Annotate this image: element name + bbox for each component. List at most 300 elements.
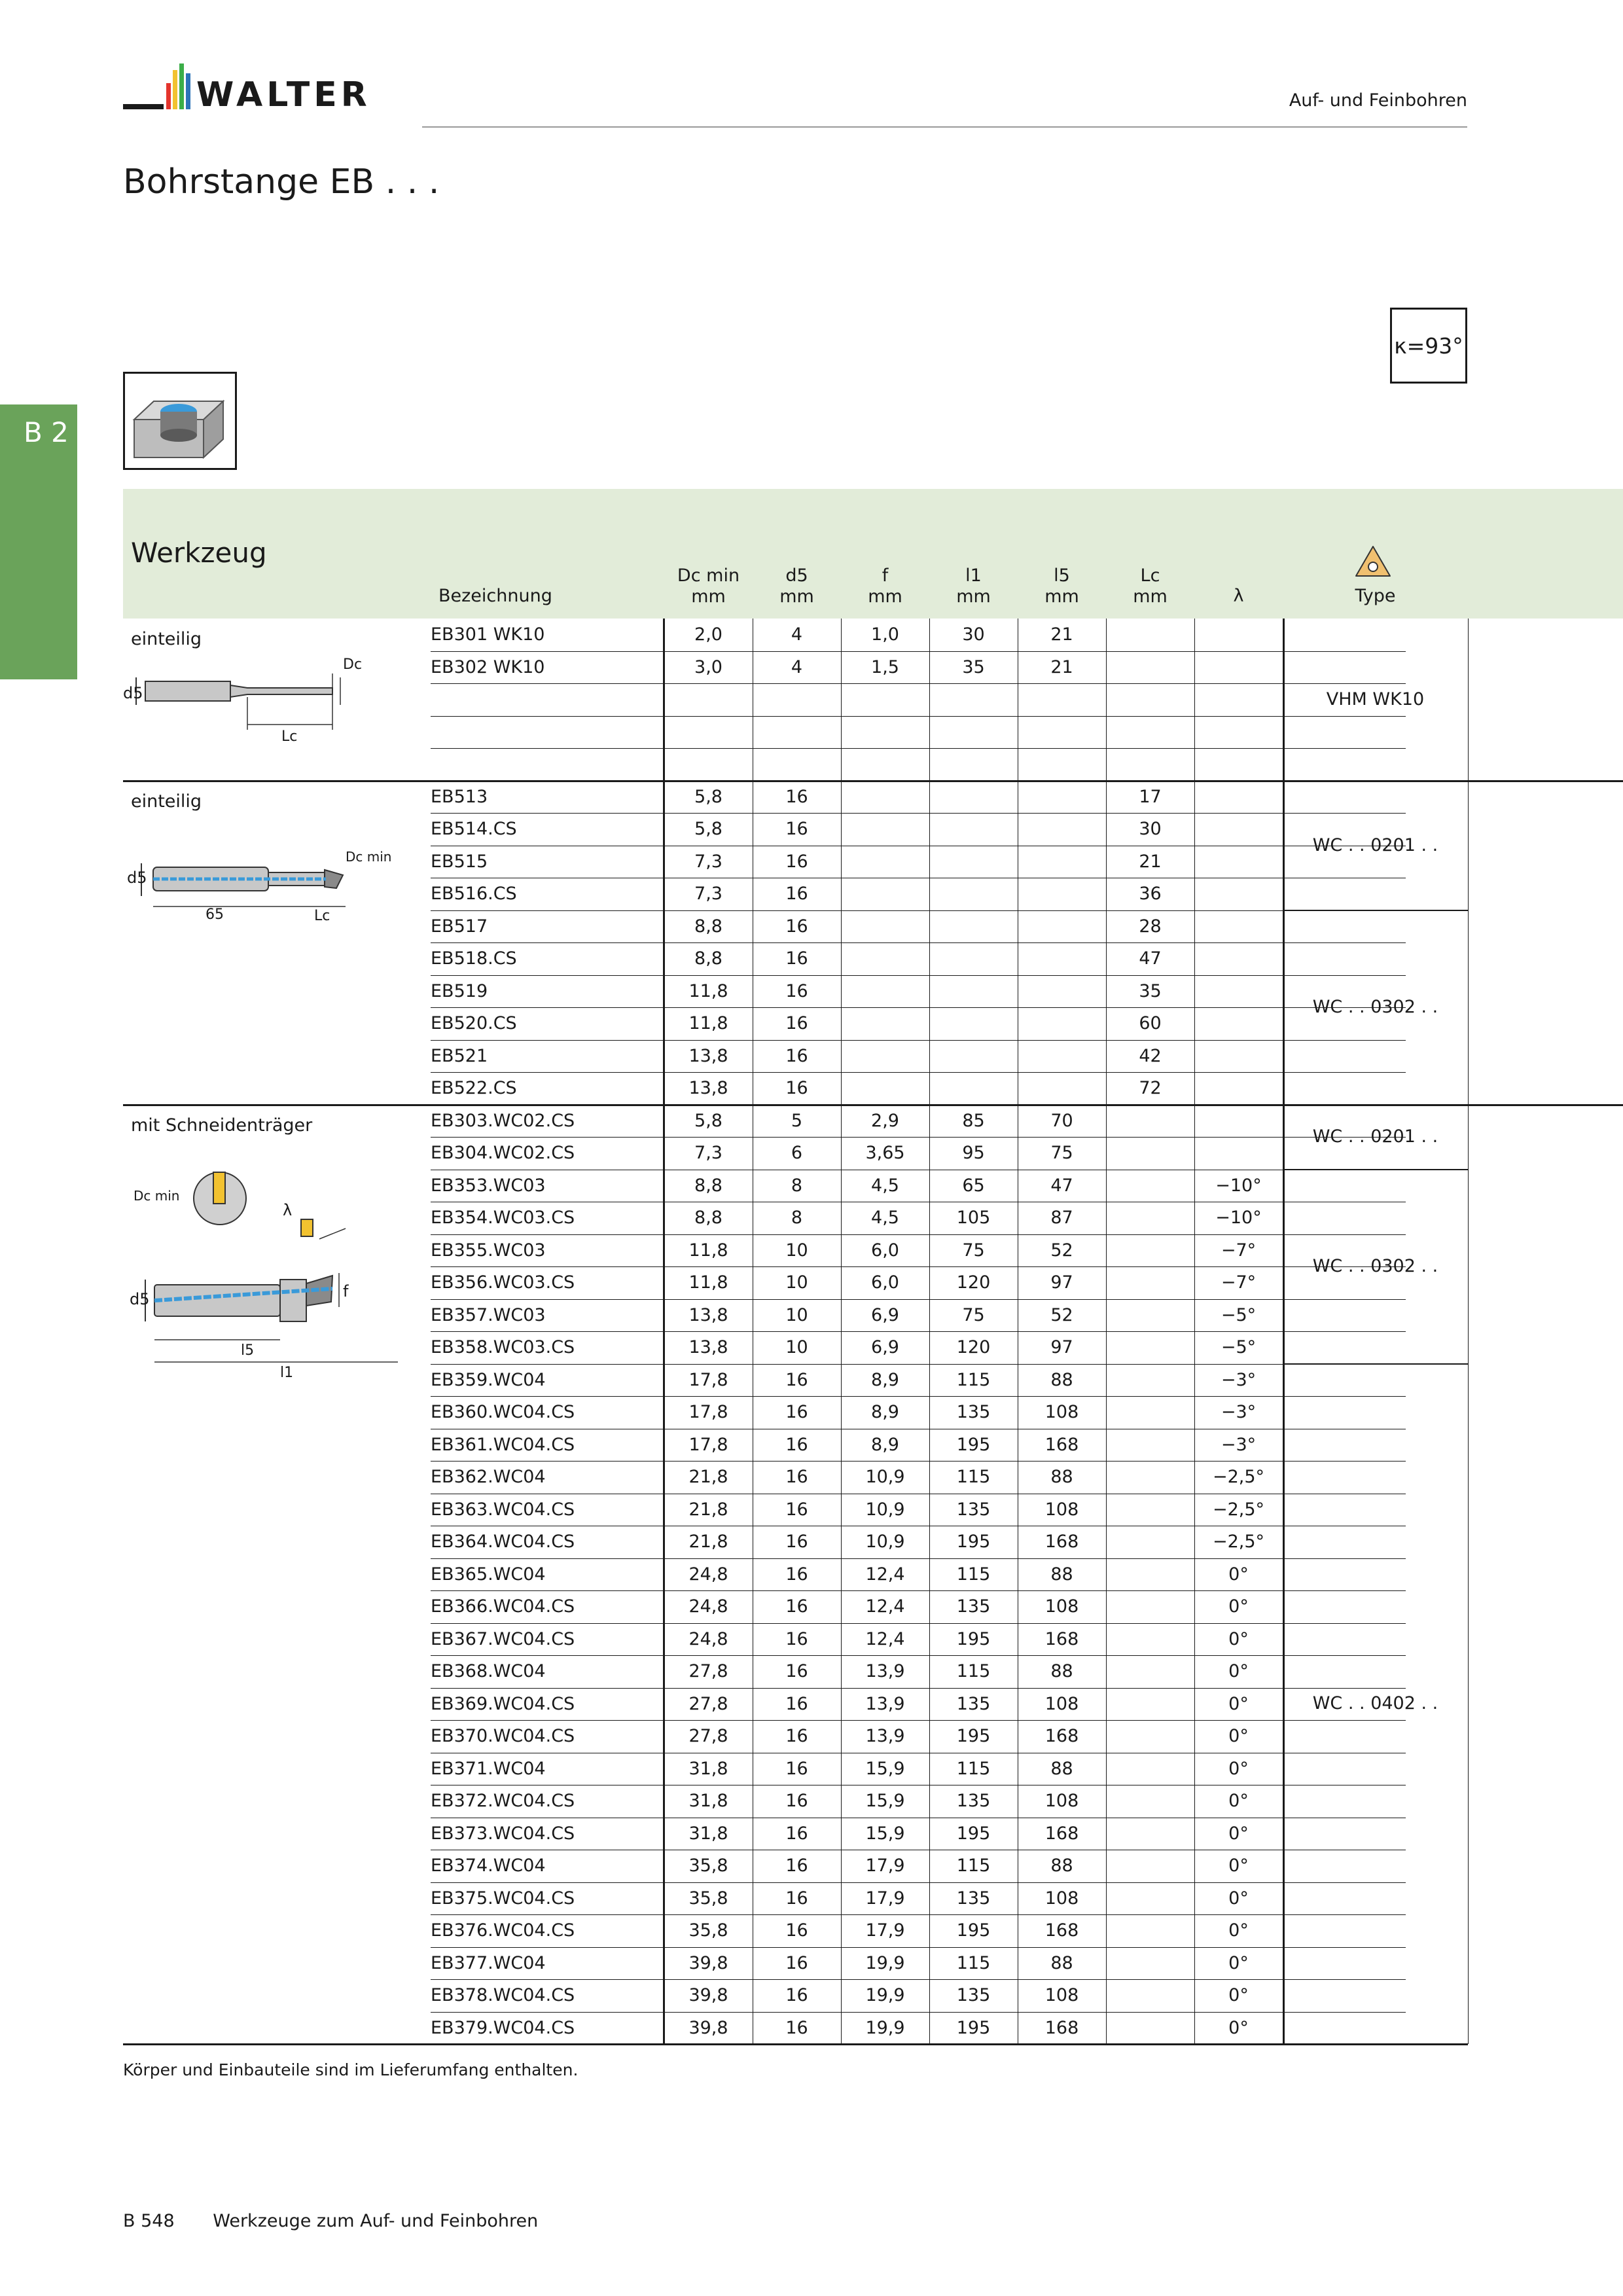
cell-bezeichnung: EB369.WC04.CS	[431, 1693, 575, 1714]
row-divider	[431, 1364, 1406, 1365]
cell-l5: 108	[1044, 1596, 1079, 1617]
cell-lc	[1106, 1137, 1194, 1170]
cell-bezeichnung: EB304.WC02.CS	[431, 1143, 575, 1163]
cell-l5	[1018, 975, 1106, 1008]
cell-l1	[929, 1007, 1018, 1040]
cell-d5: 16	[785, 1693, 808, 1714]
cell-lc	[1106, 1364, 1194, 1397]
cell-l1: 115	[956, 1856, 991, 1876]
cell-f	[841, 716, 929, 749]
cell-lc	[1106, 1753, 1194, 1785]
row-divider	[431, 2012, 1406, 2013]
cell-d5: 16	[785, 1532, 808, 1552]
row-divider	[431, 651, 1406, 652]
cell-f: 12,4	[865, 1564, 905, 1585]
cell-f: 12,4	[865, 1596, 905, 1617]
cell-d5: 16	[785, 1952, 808, 1973]
cell-lc	[1106, 1818, 1194, 1850]
cell-lc	[1106, 1914, 1194, 1947]
cell-bezeichnung: EB361.WC04.CS	[431, 1434, 575, 1455]
cell-d5: 16	[785, 1661, 808, 1681]
cell-lc	[1106, 1429, 1194, 1462]
cell-l5	[1018, 716, 1106, 749]
cell-l1: 195	[956, 1532, 991, 1552]
cell-lam: 0°	[1228, 2017, 1249, 2038]
cell-f: 13,9	[865, 1661, 905, 1681]
cell-f	[841, 683, 929, 716]
cell-f	[841, 910, 929, 943]
col-unit: mm	[868, 586, 902, 607]
cell-f	[841, 1072, 929, 1105]
cell-bezeichnung: EB518.CS	[431, 948, 517, 969]
cell-dc: 11,8	[688, 1240, 728, 1261]
cell-lam: 0°	[1228, 1952, 1249, 1973]
type-group-divider	[1283, 1363, 1468, 1365]
cell-dc: 17,8	[688, 1369, 728, 1390]
table-row	[123, 1494, 1623, 1526]
cell-dc: 11,8	[688, 1013, 728, 1033]
cell-d5: 16	[785, 1791, 808, 1811]
table-row	[123, 1040, 1623, 1073]
column-divider-bold	[663, 619, 665, 2044]
cell-l1: 115	[956, 1467, 991, 1487]
col-l1	[929, 565, 1018, 607]
cell-f: 19,9	[865, 1985, 905, 2005]
cell-bezeichnung: EB519	[431, 980, 488, 1001]
cell-lc	[1106, 1202, 1194, 1234]
cell-l5	[1018, 878, 1106, 910]
row-divider	[431, 813, 1406, 814]
cell-f	[841, 748, 929, 781]
page-number: B 548	[123, 2211, 175, 2231]
cell-d5: 16	[785, 1823, 808, 1844]
row-divider	[431, 1947, 1406, 1948]
cell-l1	[929, 781, 1018, 814]
cell-l5: 168	[1044, 1434, 1079, 1455]
cell-f: 6,0	[871, 1272, 899, 1293]
cell-l1: 65	[962, 1175, 985, 1196]
cell-f: 15,9	[865, 1791, 905, 1811]
cell-lam	[1194, 683, 1283, 716]
cell-f: 19,9	[865, 1952, 905, 1973]
cell-bezeichnung: EB363.WC04.CS	[431, 1499, 575, 1520]
cell-l1: 195	[956, 1434, 991, 1455]
cell-lc	[1106, 1234, 1194, 1267]
cell-dc: 21,8	[688, 1499, 728, 1520]
cell-d5: 6	[791, 1143, 803, 1163]
cell-f: 12,4	[865, 1628, 905, 1649]
col-d5	[753, 565, 841, 607]
cell-f: 13,9	[865, 1726, 905, 1746]
cell-l1: 75	[962, 1240, 985, 1261]
cell-lam: −10°	[1215, 1175, 1262, 1196]
section-diagram-3	[123, 1162, 404, 1384]
cell-bezeichnung: EB379.WC04.CS	[431, 2017, 575, 2038]
diag-lc-label: Lc	[314, 908, 330, 924]
cell-dc: 17,8	[688, 1434, 728, 1455]
table-row	[123, 2012, 1623, 2045]
cell-l1: 115	[956, 1758, 991, 1779]
cell-d5: 4	[791, 656, 803, 677]
cell-d5: 16	[785, 1564, 808, 1585]
cell-f: 2,9	[871, 1110, 899, 1131]
cell-lc	[1106, 1785, 1194, 1818]
table-row	[123, 1655, 1623, 1688]
cell-l5	[1018, 813, 1106, 846]
row-divider	[431, 1396, 1406, 1397]
cell-l5: 108	[1044, 1499, 1079, 1520]
cell-l1: 195	[956, 2017, 991, 2038]
cell-lc	[1106, 1558, 1194, 1591]
cell-l5: 88	[1050, 1369, 1073, 1390]
cell-bezeichnung: EB362.WC04	[431, 1467, 546, 1487]
cell-f	[841, 1040, 929, 1073]
col-unit: mm	[1044, 586, 1079, 607]
cell-lc	[1106, 1461, 1194, 1494]
cell-l5	[1018, 1007, 1106, 1040]
cell-d5: 10	[785, 1337, 808, 1357]
cell-lam	[1194, 942, 1283, 975]
cell-lam: −3°	[1221, 1434, 1257, 1455]
cell-bezeichnung: EB371.WC04	[431, 1758, 546, 1779]
row-divider	[431, 1266, 1406, 1267]
cell-dc: 17,8	[688, 1402, 728, 1422]
col-lc-label: Lc	[1140, 565, 1160, 586]
cell-f: 10,9	[865, 1467, 905, 1487]
diag-l1-label: l1	[280, 1365, 294, 1381]
cell-l1: 95	[962, 1143, 985, 1163]
cell-l1: 195	[956, 1823, 991, 1844]
table-row	[123, 1429, 1623, 1462]
cell-f: 17,9	[865, 1888, 905, 1909]
cell-d5: 16	[785, 1758, 808, 1779]
cell-d5: 16	[785, 1726, 808, 1746]
cell-l5: 88	[1050, 1758, 1073, 1779]
cell-d5: 16	[785, 1402, 808, 1422]
cell-bezeichnung: EB372.WC04.CS	[431, 1791, 575, 1811]
cell-bezeichnung: EB366.WC04.CS	[431, 1596, 575, 1617]
cell-d5: 16	[785, 1013, 808, 1033]
cell-f: 3,65	[865, 1143, 905, 1163]
cell-l5: 88	[1050, 1856, 1073, 1876]
insert-icon	[1353, 545, 1393, 584]
cell-d5: 16	[785, 1920, 808, 1941]
cell-dc: 11,8	[688, 1272, 728, 1293]
cell-l5: 75	[1050, 1143, 1073, 1163]
cell-bezeichnung: EB368.WC04	[431, 1661, 546, 1681]
cell-d5: 16	[785, 1078, 808, 1098]
diag-f-label: f	[343, 1282, 349, 1300]
cell-lc: 72	[1139, 1078, 1162, 1098]
cell-d5: 10	[785, 1272, 808, 1293]
cell-d5: 10	[785, 1304, 808, 1325]
diag-65-label: 65	[205, 906, 224, 923]
cell-dc: 5,8	[694, 786, 722, 807]
cell-d5: 16	[785, 1628, 808, 1649]
column-divider	[929, 619, 930, 2044]
cell-l5: 97	[1050, 1272, 1073, 1293]
cell-type: WC . . 0402 . .	[1312, 1693, 1438, 1714]
cell-lc	[1106, 1170, 1194, 1202]
cell-f	[841, 813, 929, 846]
cell-lam: 0°	[1228, 1791, 1249, 1811]
bore-block-icon	[125, 374, 235, 468]
cell-lam: 0°	[1228, 1920, 1249, 1941]
table-row	[123, 1947, 1623, 1980]
cell-dc: 27,8	[688, 1661, 728, 1681]
cell-dc: 39,8	[688, 2017, 728, 2038]
cell-lc	[1106, 1105, 1194, 1138]
cell-lam	[1194, 1040, 1283, 1073]
cell-lc: 47	[1139, 948, 1162, 969]
cell-l1: 75	[962, 1304, 985, 1325]
section-diagram-2	[123, 841, 398, 926]
cell-f	[841, 781, 929, 814]
col-unit: mm	[779, 586, 814, 607]
cell-l5: 168	[1044, 2017, 1079, 2038]
cell-lc	[1106, 619, 1194, 651]
cell-type: WC . . 0201 . .	[1312, 1126, 1438, 1147]
cell-lc	[1106, 683, 1194, 716]
cell-lc	[1106, 716, 1194, 749]
cell-lam: 0°	[1228, 1888, 1249, 1909]
approach-angle-box: κ=93°	[1390, 308, 1467, 384]
diag-d5-label: d5	[127, 869, 147, 887]
cell-lam	[1194, 878, 1283, 910]
cell-lam	[1194, 813, 1283, 846]
cell-f	[841, 975, 929, 1008]
cell-lc	[1106, 1655, 1194, 1688]
footer-title: Werkzeuge zum Auf- und Feinbohren	[213, 2211, 539, 2231]
cell-dc: 31,8	[688, 1758, 728, 1779]
cell-lam: 0°	[1228, 1693, 1249, 1714]
col-unit: mm	[956, 586, 991, 607]
page-footer	[123, 2211, 538, 2231]
col-dc-min-label: Dc min	[677, 565, 740, 586]
cell-bezeichnung: EB301 WK10	[431, 624, 545, 645]
cell-l5: 87	[1050, 1208, 1073, 1228]
cell-lc	[1106, 1396, 1194, 1429]
cell-l5: 88	[1050, 1952, 1073, 1973]
diag-lambda-label: λ	[283, 1201, 293, 1219]
cell-f: 8,9	[871, 1434, 899, 1455]
cell-lc	[1106, 1526, 1194, 1558]
diag-dc-label: Dc	[343, 656, 363, 673]
cell-dc: 2,0	[694, 624, 722, 645]
cell-f: 15,9	[865, 1823, 905, 1844]
cell-d5: 16	[785, 884, 808, 904]
cell-bezeichnung: EB522.CS	[431, 1078, 517, 1098]
cell-lc	[1106, 2012, 1194, 2045]
cell-lam	[1194, 748, 1283, 781]
cell-lam	[1194, 619, 1283, 651]
cell-d5: 16	[785, 1985, 808, 2005]
column-divider-bold	[1283, 619, 1285, 2044]
cell-l1: 115	[956, 1564, 991, 1585]
cell-l1: 120	[956, 1337, 991, 1357]
col-f	[841, 565, 929, 607]
cell-lam: 0°	[1228, 1726, 1249, 1746]
cell-l5: 168	[1044, 1628, 1079, 1649]
row-divider	[431, 1007, 1406, 1008]
cell-dc: 8,8	[694, 948, 722, 969]
table-row	[123, 1753, 1623, 1785]
cell-d5	[753, 748, 841, 781]
cell-l1	[929, 683, 1018, 716]
cell-l1: 85	[962, 1110, 985, 1131]
cell-l1: 115	[956, 1661, 991, 1681]
cell-l5: 168	[1044, 1823, 1079, 1844]
row-divider	[431, 1137, 1406, 1138]
row-divider	[431, 716, 1406, 717]
cell-f	[841, 846, 929, 878]
cell-dc: 24,8	[688, 1628, 728, 1649]
cell-l1: 105	[956, 1208, 991, 1228]
cell-lc	[1106, 1623, 1194, 1656]
column-divider	[1194, 619, 1195, 2044]
cell-d5	[753, 683, 841, 716]
cell-d5: 16	[785, 1045, 808, 1066]
cell-dc: 13,8	[688, 1304, 728, 1325]
cell-lam	[1194, 910, 1283, 943]
diag-dc-min-label: Dc min	[134, 1188, 180, 1204]
cell-bezeichnung: EB374.WC04	[431, 1856, 546, 1876]
cell-bezeichnung: EB376.WC04.CS	[431, 1920, 575, 1941]
cell-l1	[929, 716, 1018, 749]
table-row	[123, 1818, 1623, 1850]
col-f-label: f	[882, 565, 889, 586]
type-group-divider	[1283, 1104, 1468, 1105]
cell-lc	[1106, 748, 1194, 781]
cell-l1: 135	[956, 1402, 991, 1422]
col-unit: mm	[1133, 586, 1168, 607]
cell-bezeichnung: EB354.WC03.CS	[431, 1208, 575, 1228]
cell-lc: 36	[1139, 884, 1162, 904]
cell-f: 17,9	[865, 1856, 905, 1876]
row-divider	[431, 1979, 1406, 1980]
cell-lam: −7°	[1221, 1272, 1257, 1293]
col-l1-label: l1	[965, 565, 982, 586]
cell-dc: 7,3	[694, 851, 722, 872]
cell-bezeichnung: EB370.WC04.CS	[431, 1726, 575, 1746]
chapter-tab-label: B 2	[24, 416, 69, 448]
cell-lam: 0°	[1228, 1758, 1249, 1779]
cell-lc: 42	[1139, 1045, 1162, 1066]
row-divider	[431, 1590, 1406, 1591]
cell-l5: 88	[1050, 1467, 1073, 1487]
cell-l1: 35	[962, 656, 985, 677]
chapter-tab	[0, 404, 77, 679]
cell-f: 6,9	[871, 1304, 899, 1325]
cell-l5: 168	[1044, 1532, 1079, 1552]
section-label: einteilig	[131, 629, 202, 649]
cell-d5	[753, 716, 841, 749]
cell-lc: 17	[1139, 786, 1162, 807]
cell-l1: 135	[956, 1596, 991, 1617]
cell-f: 10,9	[865, 1532, 905, 1552]
cell-lam	[1194, 651, 1283, 684]
cell-dc: 27,8	[688, 1726, 728, 1746]
cell-l5: 108	[1044, 1693, 1079, 1714]
row-divider	[431, 1234, 1406, 1235]
cell-l1: 195	[956, 1920, 991, 1941]
cell-d5: 16	[785, 1499, 808, 1520]
cell-l5	[1018, 910, 1106, 943]
cell-bezeichnung: EB355.WC03	[431, 1240, 546, 1261]
cell-f: 19,9	[865, 2017, 905, 2038]
cell-bezeichnung: EB377.WC04	[431, 1952, 546, 1973]
cell-d5: 16	[785, 1596, 808, 1617]
cell-dc: 31,8	[688, 1823, 728, 1844]
col-l5	[1018, 565, 1106, 607]
cell-lam: 0°	[1228, 1823, 1249, 1844]
cell-type: VHM WK10	[1326, 689, 1425, 709]
cell-d5: 16	[785, 1434, 808, 1455]
cell-l5: 108	[1044, 1985, 1079, 2005]
cell-bezeichnung: EB358.WC03.CS	[431, 1337, 575, 1357]
cell-l5: 21	[1050, 656, 1073, 677]
cell-lam: −7°	[1221, 1240, 1257, 1261]
cell-dc: 27,8	[688, 1693, 728, 1714]
cell-bezeichnung: EB364.WC04.CS	[431, 1532, 575, 1552]
cell-f: 4,5	[871, 1208, 899, 1228]
table-row	[123, 1979, 1623, 2012]
cell-lc	[1106, 1850, 1194, 1882]
cell-lam	[1194, 716, 1283, 749]
cell-f	[841, 878, 929, 910]
cell-l5: 108	[1044, 1402, 1079, 1422]
cell-lc	[1106, 1947, 1194, 1980]
cell-lam: 0°	[1228, 1628, 1249, 1649]
cell-f	[841, 1007, 929, 1040]
footnote: Körper und Einbauteile sind im Lieferumfang enthalten.	[123, 2060, 579, 2079]
cell-dc: 7,3	[694, 1143, 722, 1163]
walter-logo	[123, 62, 398, 115]
row-divider	[431, 1461, 1406, 1462]
col-l5-label: l5	[1054, 565, 1070, 586]
cell-lc	[1106, 1720, 1194, 1753]
cell-d5: 16	[785, 1856, 808, 1876]
cell-lam: −3°	[1221, 1369, 1257, 1390]
cell-l1	[929, 1040, 1018, 1073]
col-lc	[1106, 565, 1194, 607]
cell-l5: 52	[1050, 1304, 1073, 1325]
cell-lam: −3°	[1221, 1402, 1257, 1422]
diag-lc-label: Lc	[281, 728, 298, 745]
cell-d5: 16	[785, 851, 808, 872]
cell-dc: 21,8	[688, 1467, 728, 1487]
cell-l1: 115	[956, 1952, 991, 1973]
cell-l5: 168	[1044, 1726, 1079, 1746]
cell-dc: 24,8	[688, 1596, 728, 1617]
cell-lc: 21	[1139, 851, 1162, 872]
section-label: einteilig	[131, 791, 202, 812]
page-title: Bohrstange EB . . .	[123, 162, 440, 202]
cell-lam	[1194, 781, 1283, 814]
cell-l5	[1018, 1072, 1106, 1105]
cell-d5: 16	[785, 1888, 808, 1909]
row-divider	[431, 975, 1406, 976]
cell-d5: 16	[785, 819, 808, 839]
cell-dc: 35,8	[688, 1920, 728, 1941]
cell-l1	[929, 846, 1018, 878]
cell-bezeichnung: EB302 WK10	[431, 656, 545, 677]
column-divider	[841, 619, 842, 2044]
table-row	[123, 1850, 1623, 1882]
cell-d5: 16	[785, 916, 808, 937]
table-row	[123, 1526, 1623, 1558]
cell-bezeichnung: EB520.CS	[431, 1013, 517, 1033]
